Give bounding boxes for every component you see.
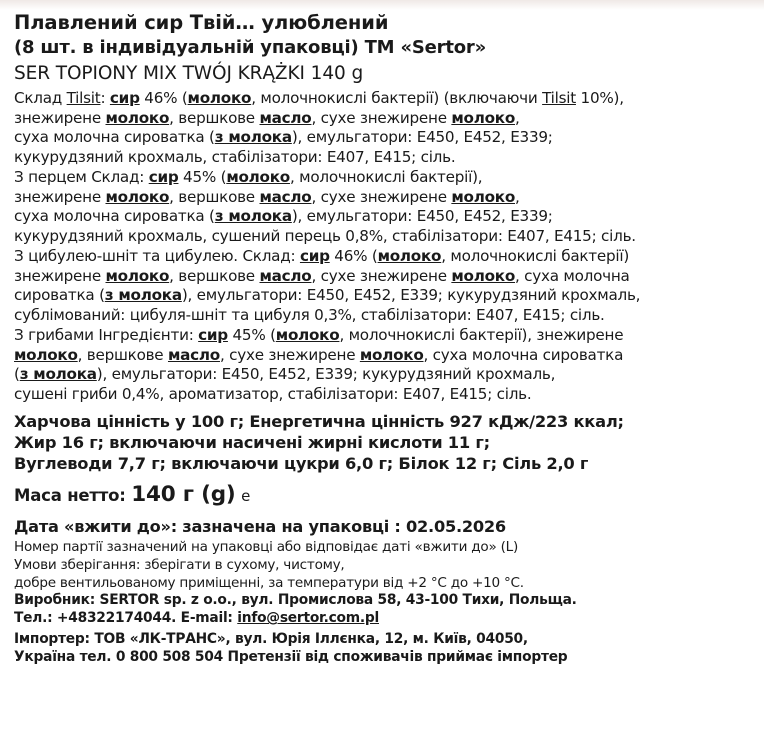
chive-butter: масло — [259, 266, 312, 285]
chive-from-milk: з молока — [104, 286, 182, 305]
mushroom-from-milk: з молока — [19, 365, 97, 384]
tilsit-sep: : — [100, 88, 110, 107]
net-weight-label: Маса нетто: — [14, 486, 126, 506]
best-before-date — [14, 516, 752, 537]
ingredients-tilsit-line-4: кукурудзяний крохмаль, стабілізатори: Е407, Е415; сіль. — [14, 148, 456, 167]
pepper-emulsifiers: ), емульгатори: Е450, Е452, Е339; — [291, 207, 553, 226]
producer-info — [14, 592, 752, 628]
tilsit-butter-prefix: , вершкове — [169, 108, 260, 127]
mushroom-bacteria: , молочнокислі бактерії), знежирене — [339, 325, 624, 344]
tilsit-butter: масло — [259, 108, 312, 127]
mushroom-milk: молоко — [275, 325, 340, 344]
ingredients-chive-line-1 — [14, 247, 752, 267]
ingredients-chive — [14, 247, 752, 326]
producer-line: Виробник: SERTOR sp. z o.o., вул. Промислова 58, 43-100 Тихи, Польща. — [14, 592, 577, 609]
storage-conditions — [14, 557, 752, 592]
pepper-line2-end: , — [515, 187, 520, 206]
mushroom-dry-milk: молоко — [359, 345, 424, 364]
pepper-from-milk: з молока — [214, 207, 292, 226]
claims-line: Україна тел. 0 800 508 504 Претензії від споживачів приймає імпортер — [14, 649, 568, 666]
chive-dry-milk: молоко — [451, 266, 516, 285]
phone-text: Тел.: +48322174044. E-mail: — [14, 610, 238, 627]
importer-line: Імпортер: ТОВ «ЛК-ТРАНС», вул. Юрія Іллєнка, 12, м. Київ, 04050, — [14, 631, 528, 648]
pepper-butter: масло — [259, 187, 312, 206]
importer-info — [14, 631, 752, 667]
mushroom-cheese: сир — [198, 325, 228, 344]
mushroom-butter: масло — [167, 345, 220, 364]
chive-cheese: сир — [299, 246, 330, 265]
tilsit-pct: 46% ( — [139, 88, 188, 107]
chive-skim-milk: молоко — [105, 266, 170, 285]
batch-info — [14, 539, 752, 557]
pepper-cheese: сир — [148, 167, 179, 186]
tilsit-emulsifiers: ), емульгатори: Е450, Е452, Е339; — [291, 128, 553, 147]
chive-skim-prefix: знежирене — [14, 266, 106, 285]
pepper-drymilk-prefix: , сухе знежирене — [311, 187, 452, 206]
storage-line-1: Умови зберігання: зберігати в сухому, чистому, — [14, 556, 345, 573]
ingredients-tilsit-line-3 — [14, 128, 752, 148]
mushroom-line2-end: , суха молочна сироватка — [423, 345, 624, 364]
pepper-bacteria: , молочнокислі бактерії), — [289, 167, 483, 186]
product-title-line-2: (8 шт. в індивідуальній упаковці) ТМ «Sertor» — [14, 37, 487, 59]
mushroom-butter-prefix: , вершкове — [77, 345, 168, 364]
mushroom-whey-prefix: ( — [14, 365, 20, 384]
ingredients-chive-line-4: сублімований: цибуля-шніт та цибуля 0,3%, стабілізатори: Е407, Е415; сіль. — [14, 306, 605, 325]
tilsit-head: Tilsit — [66, 88, 101, 107]
pepper-skim-prefix: знежирене — [14, 187, 106, 206]
estimate-sign: e — [241, 487, 251, 506]
tilsit-milk: молоко — [187, 88, 252, 107]
mushroom-emulsifiers: ), емульгатори: Е450, Е452, Е339; кукурудзяний крохмаль, — [96, 365, 556, 384]
nutrition-line-carbs: Вуглеводи 7,7 г; включаючи цукри 6,0 г; Білок 12 г; Сіль 2,0 г — [14, 454, 589, 474]
chive-prefix: З цибулею-шніт та цибулею. Склад: — [14, 246, 300, 265]
chive-line2-end: , суха молочна — [515, 266, 630, 285]
net-weight — [14, 481, 752, 509]
ingredients-tilsit — [14, 89, 752, 168]
pepper-prefix: З перцем Склад: — [14, 167, 149, 186]
chive-milk: молоко — [377, 246, 442, 265]
ingredients-chive-line-2 — [14, 267, 752, 287]
tilsit-dry-milk: молоко — [451, 108, 516, 127]
pepper-skim-milk: молоко — [105, 187, 170, 206]
email-link[interactable]: info@sertor.com.pl — [237, 610, 379, 627]
ingredients-pepper-line-2 — [14, 188, 752, 208]
ingredients-pepper-line-1 — [14, 168, 752, 188]
net-weight-value: 140 г (g) — [131, 482, 236, 508]
ingredients-mushroom-line-4: сушені гриби 0,4%, ароматизатор, стабілізатори: Е407, Е415; сіль. — [14, 385, 532, 404]
top-shading — [0, 0, 764, 10]
contact-line — [14, 610, 752, 628]
tilsit-skim-milk: молоко — [105, 108, 170, 127]
best-before-label: Дата «вжити до»: — [14, 517, 177, 537]
ingredients-mushroom — [14, 326, 752, 405]
best-before-value: зазначена на упаковці : 02.05.2026 — [176, 517, 506, 537]
pepper-whey-prefix: суха молочна сироватка ( — [14, 207, 215, 226]
ingredients-pepper-line-3 — [14, 207, 752, 227]
pepper-butter-prefix: , вершкове — [169, 187, 260, 206]
nutrition-line-energy: Харчова цінність у 100 г; Енергетична цінність 927 кДж/223 ккал; — [14, 411, 624, 431]
mushroom-pct: 45% ( — [227, 325, 276, 344]
tilsit-inner-pct: 10%), — [575, 88, 624, 107]
mushroom-prefix: З грибами Інгредієнти: — [14, 325, 199, 344]
nutrition-line-fat: Жир 16 г; включаючи насичені жирні кислоти 11 г; — [14, 432, 490, 452]
chive-bacteria: , молочнокислі бактерії) — [441, 246, 630, 265]
chive-emulsifiers: ), емульгатори: Е450, Е452, Е339; кукурудзяний крохмаль, — [181, 286, 641, 305]
tilsit-skim-prefix: знежирене — [14, 108, 106, 127]
ingredients-mushroom-line-2 — [14, 346, 752, 366]
ingredients-mushroom-line-1 — [14, 326, 752, 346]
tilsit-prefix: Склад — [14, 88, 67, 107]
product-title-line-3: SER TOPIONY MIX TWÓJ KRĄŻKI 140 g — [14, 62, 364, 84]
batch-line: Номер партії зазначений на упаковці або відповідає даті «вжити до» (L) — [14, 539, 519, 556]
tilsit-cheese: сир — [109, 88, 140, 107]
storage-line-2: добре вентильованому приміщенні, за температури від +2 °C до +10 °C. — [14, 574, 524, 591]
tilsit-line2-end: , — [515, 108, 520, 127]
tilsit-inner: Tilsit — [542, 88, 576, 107]
ingredients-chive-line-3 — [14, 286, 752, 306]
tilsit-drymilk-prefix: , сухе знежирене — [311, 108, 452, 127]
chive-pct: 46% ( — [329, 246, 378, 265]
chive-butter-prefix: , вершкове — [169, 266, 260, 285]
tilsit-whey-prefix: суха молочна сироватка ( — [14, 128, 215, 147]
pepper-milk: молоко — [226, 167, 290, 186]
pepper-pct: 45% ( — [178, 167, 227, 186]
ingredients-pepper-line-4: кукурудзяний крохмаль, сушений перець 0,8%, стабілізатори: Е407, Е415; сіль. — [14, 227, 636, 246]
ingredients-tilsit-line-1 — [14, 89, 752, 109]
ingredients-mushroom-line-3 — [14, 365, 752, 385]
chive-drymilk-prefix: , сухе знежирене — [311, 266, 452, 285]
tilsit-bacteria: , молочнокислі бактерії) (включаючи — [251, 88, 543, 107]
chive-whey-prefix: сироватка ( — [14, 286, 105, 305]
mushroom-skim-milk: молоко — [14, 345, 78, 364]
ingredients-pepper — [14, 168, 752, 247]
product-title-line-1: Плавлений сир Твій… улюблений — [14, 11, 389, 34]
tilsit-from-milk: з молока — [214, 128, 292, 147]
nutrition-table — [14, 411, 752, 475]
pepper-dry-milk: молоко — [451, 187, 516, 206]
mushroom-drymilk-prefix: , сухе знежирене — [219, 345, 360, 364]
ingredients-tilsit-line-2 — [14, 109, 752, 129]
